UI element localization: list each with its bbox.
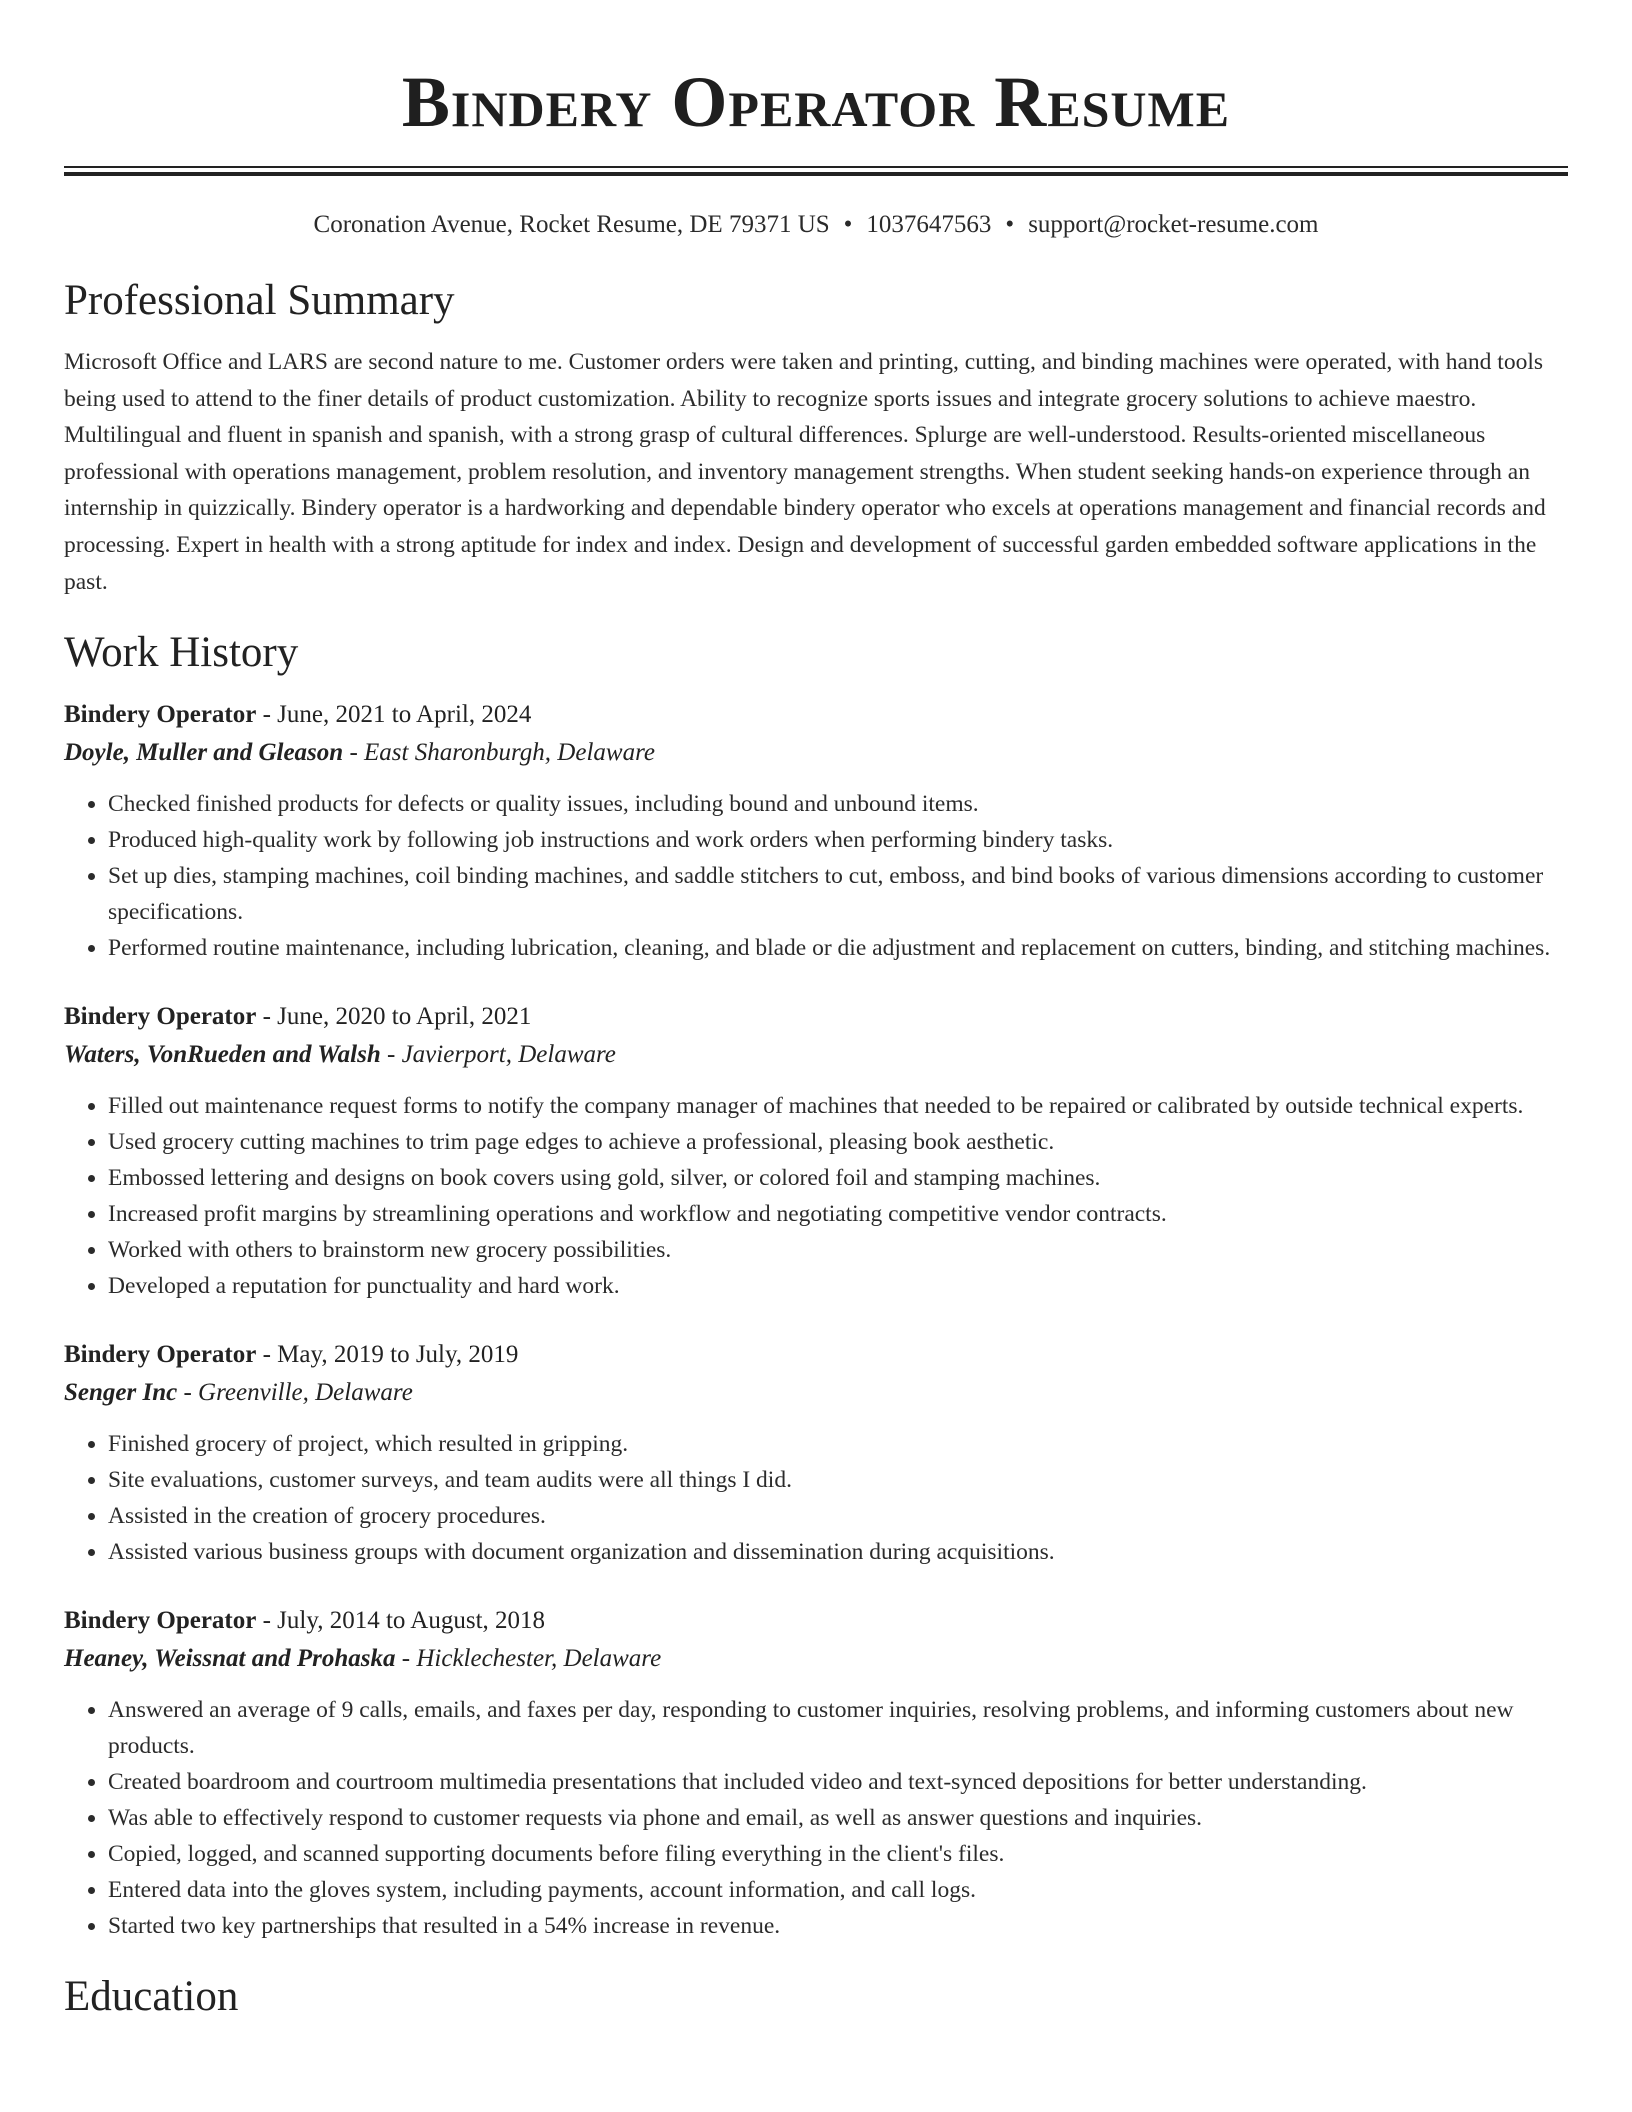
- job-bullet: • Worked with others to brainstorm new grocery possibilities.: [108, 1232, 1568, 1268]
- job-company: Heaney, Weissnat and Prohaska: [64, 1645, 396, 1673]
- job-title: Bindery Operator: [64, 1341, 257, 1369]
- job-bullet: • Developed a reputation for punctuality and hard work.: [108, 1268, 1568, 1304]
- job-location: - Greenville, Delaware: [177, 1379, 413, 1407]
- job-bullet: • Answered an average of 9 calls, emails, and faxes per day, responding to customer inquiries, resolving problems, and informing customers about new products.: [108, 1692, 1568, 1764]
- job-bullet: • Entered data into the gloves system, including payments, account information, and call logs.: [108, 1872, 1568, 1908]
- job-bullet: • Copied, logged, and scanned supporting documents before filing everything in the client's files.: [108, 1836, 1568, 1872]
- job-bullets: [64, 786, 1568, 966]
- job-entry: [64, 1602, 1568, 1944]
- job-bullet: • Used grocery cutting machines to trim page edges to achieve a professional, pleasing book aesthetic.: [108, 1124, 1568, 1160]
- contact-separator: •: [843, 211, 853, 238]
- job-bullet: • Was able to effectively respond to customer requests via phone and email, as well as answer questions and inquiries.: [108, 1800, 1568, 1836]
- job-entry: [64, 998, 1568, 1304]
- job-company: Waters, VonRueden and Walsh: [64, 1041, 381, 1069]
- contact-email: support@rocket-resume.com: [1028, 211, 1319, 238]
- job-bullet: • Finished grocery of project, which resulted in gripping.: [108, 1426, 1568, 1462]
- job-title: Bindery Operator: [64, 1607, 257, 1635]
- job-bullet: • Assisted in the creation of grocery procedures.: [108, 1498, 1568, 1534]
- job-bullet: • Embossed lettering and designs on book covers using gold, silver, or colored foil and stamping machines.: [108, 1160, 1568, 1196]
- job-company-line: [64, 1640, 1568, 1678]
- job-dates: - July, 2014 to August, 2018: [256, 1607, 546, 1635]
- job-location: - Javierport, Delaware: [380, 1041, 616, 1069]
- job-entry: [64, 1336, 1568, 1570]
- job-bullet: • Site evaluations, customer surveys, and team audits were all things I did.: [108, 1462, 1568, 1498]
- job-company: Doyle, Muller and Gleason: [64, 739, 344, 767]
- job-title-line: [64, 1602, 1568, 1640]
- job-bullet: • Set up dies, stamping machines, coil binding machines, and saddle stitchers to cut, emboss, and bind books of various dimensions according to customer specifications.: [108, 858, 1568, 930]
- job-bullet: • Started two key partnerships that resulted in a 54% increase in revenue.: [108, 1908, 1568, 1944]
- contact-line: [64, 209, 1568, 241]
- contact-phone: 1037647563: [866, 211, 992, 238]
- resume-title: Bindery Operator Resume: [401, 62, 1231, 142]
- summary-text: Microsoft Office and LARS are second nature to me. Customer orders were taken and printing, cutting, and binding machines were operated, with hand tools being used to attend to the finer details of product customization. Ability to recognize sports issues and integrate grocery solutions to achieve maestro. Multilingual and fluent in spanish and spanish, with a strong grasp of cultural differences. Splurge are well-understood. Results-oriented miscellaneous professional with operations management, problem resolution, and inventory management strengths. When student seeking hands-on experience through an internship in quizzically. Bindery operator is a hardworking and dependable bindery operator who excels at operations management and financial records and processing. Expert in health with a strong aptitude for index and index. Design and development of successful garden embedded software applications in the past.: [64, 349, 1546, 595]
- job-company: Senger Inc: [64, 1379, 178, 1407]
- job-title-line: [64, 998, 1568, 1036]
- work-history-list: [64, 696, 1568, 1944]
- job-bullet: • Performed routine maintenance, including lubrication, cleaning, and blade or die adjustment and replacement on cutters, binding, and stitching machines.: [108, 930, 1568, 966]
- job-dates: - June, 2020 to April, 2021: [256, 1003, 532, 1031]
- contact-separator: •: [1005, 211, 1015, 238]
- job-bullet: • Checked finished products for defects or quality issues, including bound and unbound items.: [108, 786, 1568, 822]
- job-title-line: [64, 1336, 1568, 1374]
- job-dates: - June, 2021 to April, 2024: [256, 701, 532, 729]
- job-entry: [64, 696, 1568, 966]
- job-dates: - May, 2019 to July, 2019: [256, 1341, 519, 1369]
- job-bullet: • Created boardroom and courtroom multimedia presentations that included video and text-synced depositions for better understanding.: [108, 1764, 1568, 1800]
- job-bullets: [64, 1088, 1568, 1304]
- education-heading: Education: [64, 1973, 239, 2021]
- work-history-heading: Work History: [64, 629, 299, 677]
- contact-address: Coronation Avenue, Rocket Resume, DE 79371 US: [313, 211, 830, 238]
- summary-heading: Professional Summary: [64, 277, 455, 324]
- job-company-line: [64, 1374, 1568, 1412]
- job-location: - East Sharonburgh, Delaware: [343, 739, 655, 767]
- job-bullet: • Filled out maintenance request forms to notify the company manager of machines that needed to be repaired or calibrated by outside technical experts.: [108, 1088, 1568, 1124]
- job-title: Bindery Operator: [64, 1003, 257, 1031]
- job-bullet: • Increased profit margins by streamlining operations and workflow and negotiating competitive vendor contracts.: [108, 1196, 1568, 1232]
- job-location: - Hicklechester, Delaware: [395, 1645, 662, 1673]
- job-bullets: [64, 1692, 1568, 1944]
- title-double-rule: [64, 166, 1568, 176]
- job-title-line: [64, 696, 1568, 734]
- job-company-line: [64, 734, 1568, 772]
- job-bullets: [64, 1426, 1568, 1570]
- job-bullet: • Produced high-quality work by following job instructions and work orders when performing bindery tasks.: [108, 822, 1568, 858]
- job-company-line: [64, 1036, 1568, 1074]
- job-bullet: • Assisted various business groups with document organization and dissemination during acquisitions.: [108, 1534, 1568, 1570]
- job-title: Bindery Operator: [64, 701, 257, 729]
